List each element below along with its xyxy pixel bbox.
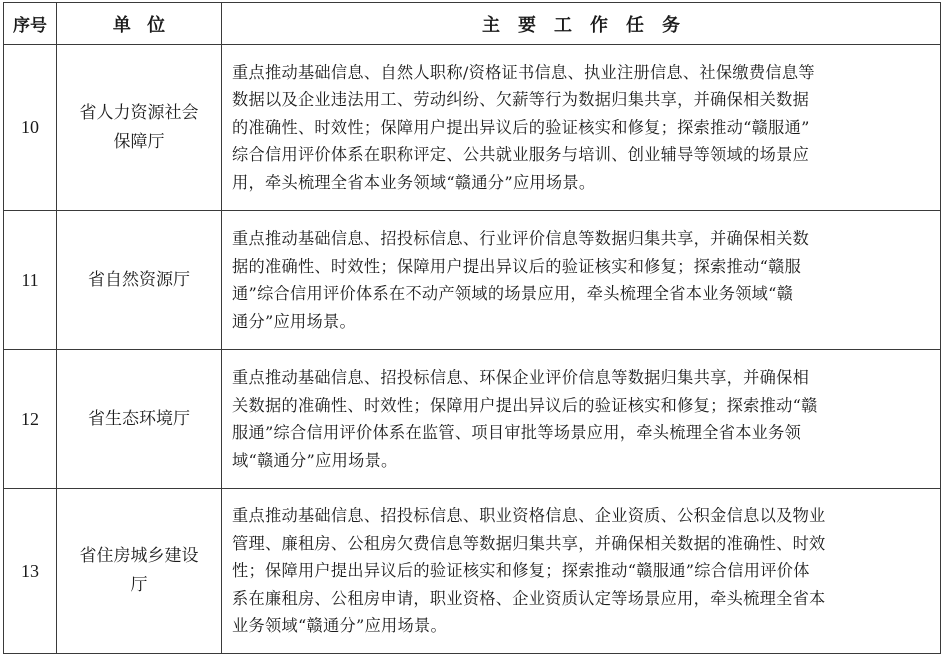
header-tasks: 主要工作任务 — [222, 3, 941, 45]
table-row — [4, 350, 941, 489]
row-tasks — [222, 45, 941, 211]
task-line: 据的准确性、时效性；保障用户提出异议后的验证核实和修复；探索推动“赣服 — [232, 256, 802, 276]
table-row — [4, 45, 941, 211]
row-tasks — [222, 350, 941, 489]
task-line: 系在廉租房、公租房申请，职业资格、企业资质认定等场景应用，牵头梳理全省本 — [232, 588, 826, 608]
task-line: 性；保障用户提出异议后的验证核实和修复；探索推动“赣服通”综合信用评价体 — [232, 561, 810, 581]
task-line: 用，牵头梳理全省本业务领域“赣通分”应用场景。 — [232, 172, 596, 192]
task-line: 通分”应用场景。 — [232, 311, 356, 331]
row-tasks — [222, 211, 941, 350]
task-table — [3, 2, 941, 654]
row-unit: 省自然资源厅 — [57, 211, 222, 350]
header-row — [4, 3, 941, 45]
task-line: 通”综合信用评价体系在不动产领域的场景应用，牵头梳理全省本业务领域“赣 — [232, 284, 794, 303]
task-line: 数据以及企业违法用工、劳动纠纷、欠薪等行为数据归集共享，并确保相关数据 — [232, 90, 810, 110]
task-line: 服通”综合信用评价体系在监管、项目审批等场景应用，牵头梳理全省本业务领 — [232, 423, 802, 442]
task-line: 综合信用评价体系在职称评定、公共就业服务与培训、创业辅导等领域的场景应 — [232, 145, 810, 165]
task-line: 重点推动基础信息、招投标信息、职业资格信息、企业资质、公积金信息以及物业 — [232, 506, 826, 526]
task-line: 重点推动基础信息、招投标信息、环保企业评价信息等数据归集共享，并确保相 — [232, 368, 810, 387]
row-unit: 省住房城乡建设厅 — [57, 489, 222, 654]
table-row — [4, 211, 941, 350]
row-unit: 省生态环境厅 — [57, 350, 222, 489]
table-row — [4, 489, 941, 654]
task-line: 重点推动基础信息、招投标信息、行业评价信息等数据归集共享，并确保相关数 — [232, 229, 810, 248]
task-line: 重点推动基础信息、自然人职称/资格证书信息、执业注册信息、社保缴费信息等 — [232, 62, 815, 82]
row-index: 10 — [4, 45, 57, 211]
row-index: 12 — [4, 350, 57, 489]
header-index: 序号 — [4, 3, 57, 45]
header-unit: 单位 — [57, 3, 222, 45]
row-index: 11 — [4, 211, 57, 350]
task-line: 业务领域“赣通分”应用场景。 — [232, 616, 447, 636]
task-line: 域“赣通分”应用场景。 — [232, 450, 398, 470]
task-line: 管理、廉租房、公租房欠费信息等数据归集共享，并确保相关数据的准确性、时效 — [232, 533, 826, 553]
task-line: 关数据的准确性、时效性；保障用户提出异议后的验证核实和修复；探索推动“赣 — [232, 395, 818, 415]
row-index: 13 — [4, 489, 57, 654]
row-tasks — [222, 489, 941, 654]
row-unit: 省人力资源社会保障厅 — [57, 45, 222, 211]
task-line: 的准确性、时效性；保障用户提出异议后的验证核实和修复；探索推动“赣服通” — [232, 117, 810, 137]
